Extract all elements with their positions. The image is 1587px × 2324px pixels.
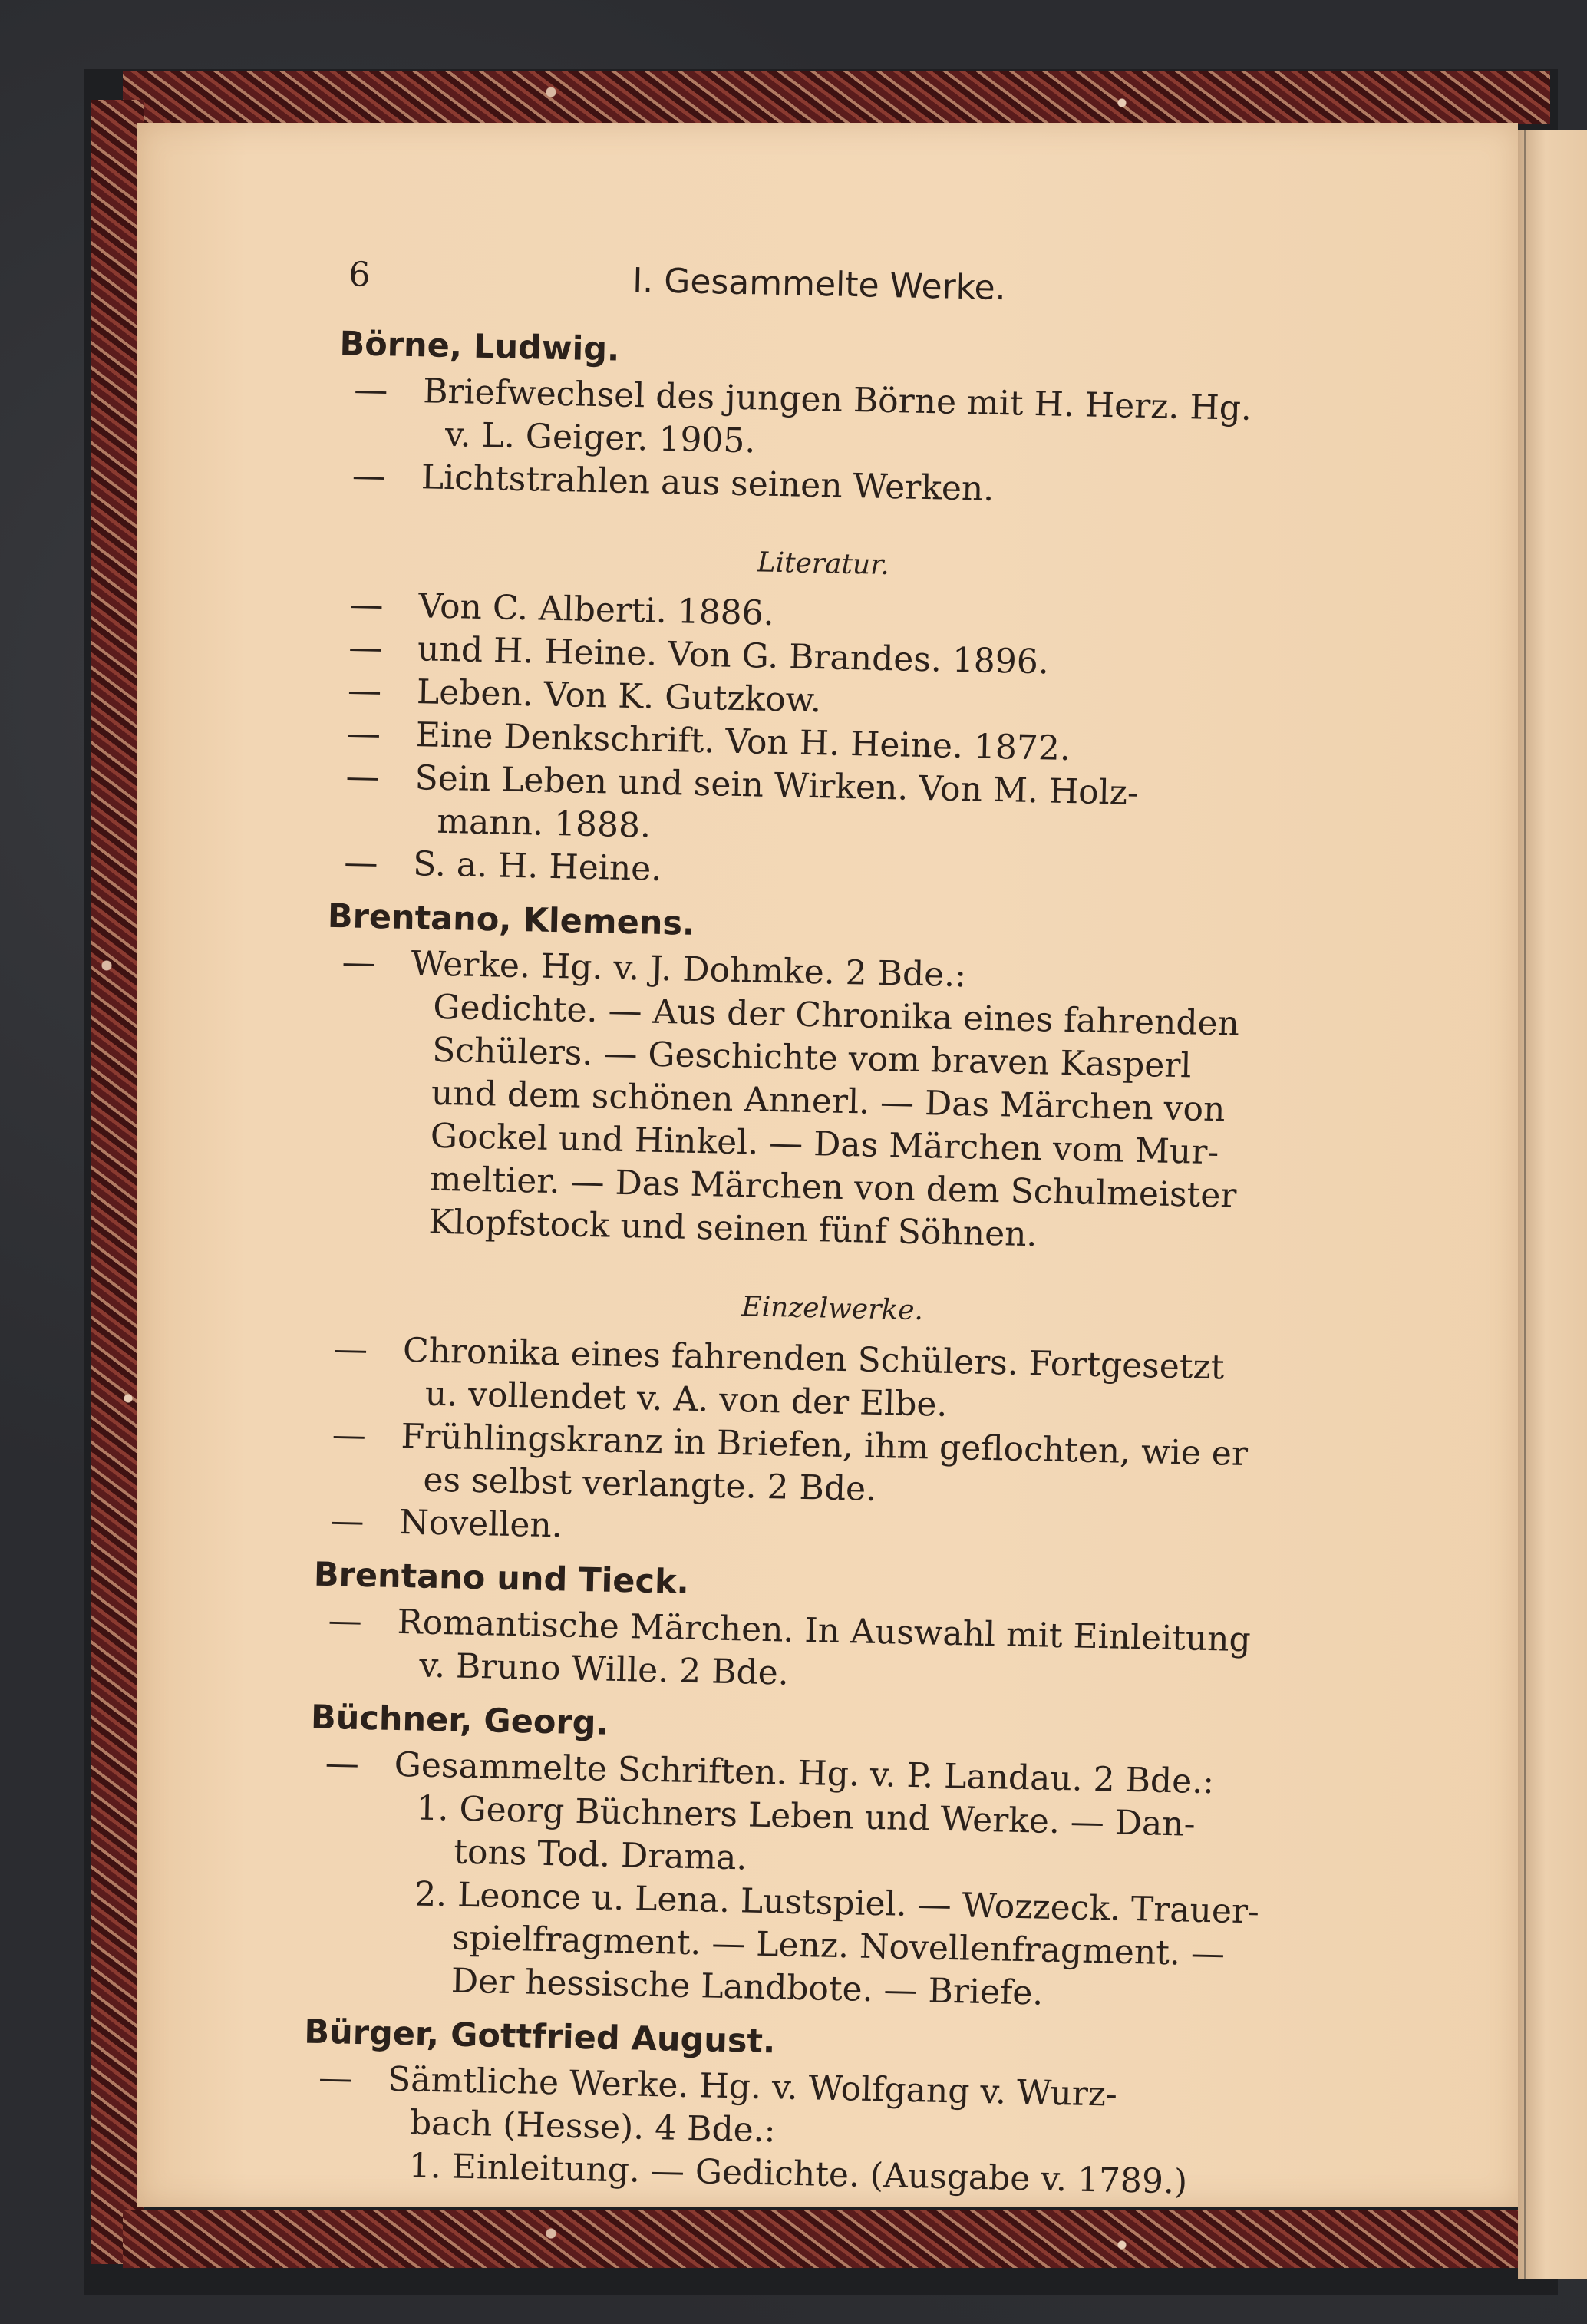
author-heading: Büchner, Georg. [310, 1698, 609, 1743]
entry-line: meltier. — Das Märchen von dem Schulmeister [429, 1159, 1237, 1216]
entry-line: spielfragment. — Lenz. Novellenfragment. — [451, 1918, 1226, 1974]
entry-line: Romantische Märchen. In Auswahl mit Einleitung [397, 1602, 1252, 1660]
entry-line: tons Tod. Drama. [453, 1832, 747, 1878]
entry-line: Chronika eines fahrenden Schülers. Fortgesetzt [402, 1330, 1225, 1388]
section-subheading: Literatur. [757, 546, 890, 582]
entry-dash: — [318, 2058, 353, 2098]
entry-dash: — [343, 843, 378, 883]
entry-line: Lichtstrahlen aus seinen Werken. [421, 457, 995, 509]
entry-dash: — [353, 370, 388, 411]
facing-page-edge [1518, 130, 1587, 2279]
entry-dash: — [346, 714, 381, 754]
entry-line: 1. Georg Büchners Leben und Werke. — Dan- [416, 1788, 1196, 1844]
list-item [312, 1599, 1326, 1707]
page-title: I. Gesammelte Werke. [632, 260, 1007, 309]
entry-dash: — [347, 671, 382, 711]
entry-line: Der hessische Landbote. — Briefe. [450, 1961, 1044, 2013]
entry-line: mann. 1888. [436, 801, 652, 846]
marbled-edge-top [123, 71, 1550, 124]
entry-line: es selbst verlangte. 2 Bde. [423, 1460, 877, 1509]
entry-line: und H. Heine. Von G. Brandes. 1896. [417, 629, 1050, 682]
entry-line: v. Bruno Wille. 2 Bde. [418, 1646, 790, 1693]
entry-line: Sein Leben und sein Wirken. Von M. Holz- [414, 758, 1140, 813]
author-heading: Brentano, Klemens. [327, 896, 695, 943]
entry-line: Sämtliche Werke. Hg. v. Wolfgang v. Wurz- [387, 2059, 1118, 2114]
author-heading: Brentano und Tieck. [313, 1555, 690, 1602]
entry-dash: — [345, 757, 381, 797]
entry-line: 2. Leonce u. Lena. Lustspiel. — Wozzeck. Trauer- [414, 1874, 1260, 1932]
entry-dash: — [341, 942, 377, 983]
entry-dash: — [328, 1601, 363, 1641]
entry-line: Frühlingskranz in Briefen, ihm geflochten, wie er [401, 1416, 1249, 1474]
list-item [305, 1742, 1323, 2022]
entry-dash: — [333, 1329, 368, 1370]
page-text [301, 253, 1354, 2207]
list-item [301, 2056, 1316, 2207]
list-item [321, 941, 1340, 1263]
page-number: 6 [348, 255, 371, 295]
entry-line: Schülers. — Geschichte vom braven Kasperl [431, 1030, 1192, 1086]
entry-line: Briefwechsel des jungen Börne mit H. Herz. Hg. [422, 371, 1252, 428]
author-heading: Bürger, Gottfried August. [303, 2012, 776, 2062]
entry-line: 1. Einleitung. — Gedichte. (Ausgabe v. 1789.) [408, 2146, 1188, 2202]
entry-line: Eine Denkschrift. Von H. Heine. 1872. [415, 715, 1071, 769]
entry-line: Von C. Alberti. 1886. [417, 586, 775, 633]
entry-line: u. vollendet v. A. von der Elbe. [424, 1374, 948, 1424]
entry-dash: — [348, 585, 384, 626]
entry-line: Gockel und Hinkel. — Das Märchen vom Mur- [430, 1116, 1219, 1173]
entry-line: Novellen. [398, 1502, 563, 1546]
entry-line: S. a. H. Heine. [412, 844, 662, 889]
author-heading: Börne, Ludwig. [339, 324, 620, 369]
entry-dash: — [325, 1743, 360, 1784]
entry-dash: — [329, 1501, 365, 1541]
entry-line: und dem schönen Annerl. — Das Märchen von [431, 1073, 1226, 1130]
entry-dash: — [351, 456, 387, 497]
entry-line: Gedichte. — Aus der Chronika eines fahrenden [432, 987, 1240, 1044]
entry-line: Werke. Hg. v. J. Dohmke. 2 Bde.: [411, 944, 967, 995]
entry-dash: — [332, 1415, 367, 1455]
entry-dash: — [348, 628, 383, 668]
section-subheading: Einzelwerke. [741, 1291, 924, 1327]
entry-line: Leben. Von K. Gutzkow. [416, 672, 822, 721]
marbled-edge-bottom [123, 2210, 1550, 2268]
entry-line: Klopfstock und seinen fünf Söhnen. [428, 1202, 1038, 1255]
page-gutter-line [1524, 130, 1526, 2279]
entry-line: v. L. Geiger. 1905. [444, 414, 756, 461]
entry-line: Gesammelte Schriften. Hg. v. P. Landau. 2 Bde.: [394, 1745, 1215, 1802]
entry-line: bach (Hesse). 4 Bde.: [409, 2103, 777, 2151]
